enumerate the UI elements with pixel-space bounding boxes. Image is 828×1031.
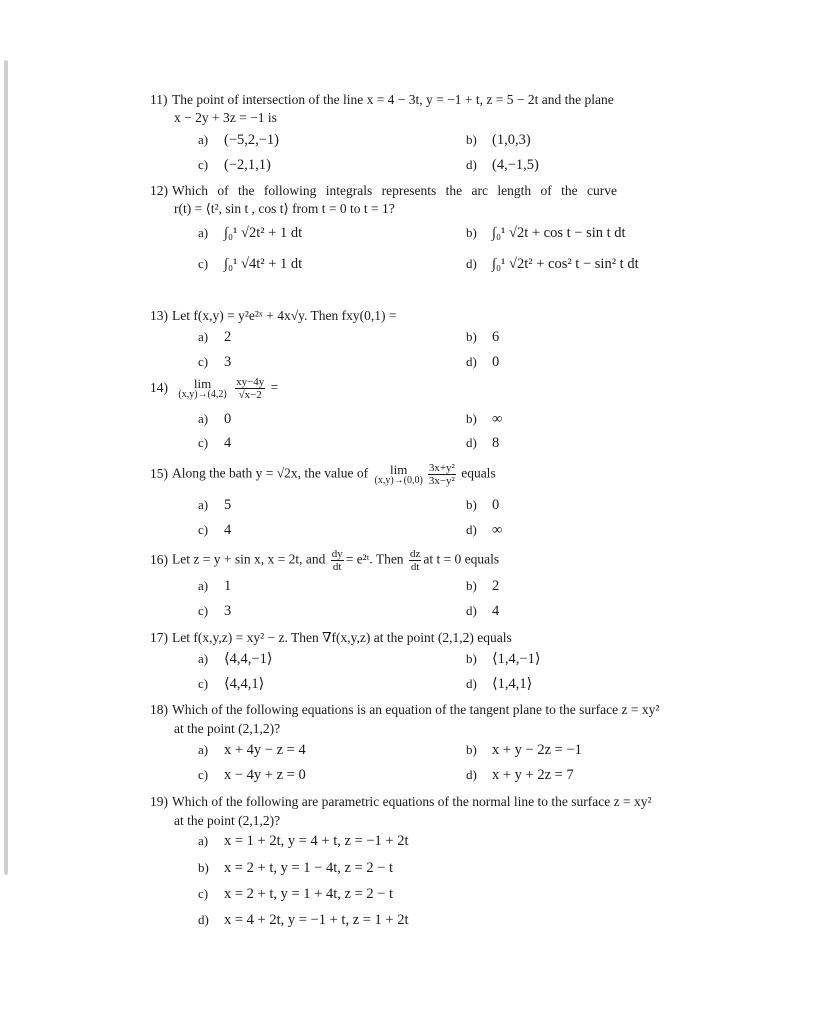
- option-d[interactable]: d) 0: [466, 354, 500, 370]
- option-d[interactable]: d) ∫₀¹ √2t² + cos² t − sin² t dt: [466, 256, 639, 272]
- question-number: 13): [150, 308, 168, 323]
- question-number: 19): [150, 794, 168, 809]
- option-a[interactable]: a) 1: [198, 578, 232, 594]
- question-18: [150, 701, 659, 718]
- option-c[interactable]: c) ⟨4,4,1⟩: [198, 676, 265, 692]
- question-16: 16) Let z = y + sin x, x = 2t, and $\frac{dy}{dt}$ = e²ᵗ. Then $\frac{dz}{dt}$ at t = 0 equals: [150, 548, 500, 573]
- option-b[interactable]: b) ⟨1,4,−1⟩: [466, 651, 541, 667]
- option-d[interactable]: d) ⟨1,4,1⟩: [466, 676, 533, 692]
- question-text: Which of the following integrals represents the arc length of the curve: [172, 183, 617, 198]
- option-d[interactable]: d) 8: [466, 435, 500, 451]
- question-number: 11): [150, 92, 168, 107]
- question-14: 14) lim (x,y)→(4,2) $\frac{xy-4y}{√x-2}$ =: [150, 375, 279, 401]
- option-b[interactable]: b) ∞: [466, 411, 503, 427]
- question-text: Let f(x,y) = y²e²ˣ + 4x√y. Then fxy(0,1) =: [172, 308, 397, 323]
- option-c[interactable]: c) x = 2 + t, y = 1 + 4t, z = 2 − t: [198, 886, 394, 902]
- option-d[interactable]: d) x = 4 + 2t, y = −1 + t, z = 1 + 2t: [198, 912, 409, 928]
- limit-operator: lim (x,y)→(4,2): [178, 375, 227, 400]
- question-text: Which of the following are parametric equations of the normal line to the surface z = xy²: [172, 794, 652, 809]
- option-a[interactable]: a) 5: [198, 497, 232, 513]
- option-b[interactable]: b) 2: [466, 578, 500, 594]
- question-number: 14): [150, 379, 168, 395]
- limit-fraction: $\frac{xy-4y}{√x-2}$: [236, 376, 265, 401]
- option-d[interactable]: d) (4,−1,5): [466, 157, 539, 173]
- option-b[interactable]: b) 0: [466, 497, 500, 513]
- option-a[interactable]: a) ∫₀¹ √2t² + 1 dt: [198, 225, 303, 241]
- question-19: [150, 793, 652, 810]
- option-a[interactable]: a) ⟨4,4,−1⟩: [198, 651, 273, 667]
- option-a[interactable]: a) (−5,2,−1): [198, 132, 280, 148]
- option-b[interactable]: b) 6: [466, 329, 500, 345]
- option-a[interactable]: a) x = 1 + 2t, y = 4 + t, z = −1 + 2t: [198, 833, 409, 849]
- question-17: [150, 629, 512, 646]
- question-number: 12): [150, 183, 168, 198]
- question-13: [150, 307, 396, 324]
- option-c[interactable]: c) 4: [198, 435, 232, 451]
- question-15: 15) Along the bath y = √2x, the value of lim (x,y)→(0,0) $\frac{\text{3x+y²}}{\text{3x−y²}}$ equals: [150, 461, 496, 487]
- question-number: 15): [150, 465, 168, 481]
- option-c[interactable]: c) 4: [198, 522, 232, 538]
- limit-fraction: $\frac{\text{3x+y²}}{\text{3x−y²}}$: [428, 462, 455, 487]
- question-number: 16): [150, 551, 168, 567]
- option-b[interactable]: b) x + y − 2z = −1: [466, 742, 582, 758]
- option-c[interactable]: c) 3: [198, 603, 232, 619]
- option-d[interactable]: d) ∞: [466, 522, 503, 538]
- option-b[interactable]: b) x = 2 + t, y = 1 − 4t, z = 2 − t: [198, 860, 394, 876]
- option-c[interactable]: c) 3: [198, 354, 232, 370]
- option-b[interactable]: b) (1,0,3): [466, 132, 531, 148]
- option-c[interactable]: c) ∫₀¹ √4t² + 1 dt: [198, 256, 303, 272]
- question-text: Let f(x,y,z) = xy² − z. Then ∇f(x,y,z) at the point (2,1,2) equals: [172, 630, 512, 645]
- option-a[interactable]: a) 2: [198, 329, 232, 345]
- limit-operator: lim (x,y)→(0,0): [374, 461, 423, 486]
- option-b[interactable]: b) ∫₀¹ √2t + cos t − sin t dt: [466, 225, 626, 241]
- derivative-dz-dt: $\frac{dz}{dt}$: [409, 548, 421, 573]
- option-c[interactable]: c) x − 4y + z = 0: [198, 767, 306, 783]
- question-text-cont: r(t) = ⟨t², sin t , cos t⟩ from t = 0 to t = 1?: [174, 201, 395, 216]
- option-d[interactable]: d) x + y + 2z = 7: [466, 767, 574, 783]
- option-c[interactable]: c) (−2,1,1): [198, 157, 271, 173]
- option-a[interactable]: a) x + 4y − z = 4: [198, 742, 306, 758]
- option-d[interactable]: d) 4: [466, 603, 500, 619]
- question-11: [150, 91, 614, 108]
- question-text: Which of the following equations is an equation of the tangent plane to the surface z = xy²: [172, 702, 660, 717]
- question-text: The point of intersection of the line x = 4 − 3t, y = −1 + t, z = 5 − 2t and the plane: [172, 92, 614, 107]
- question-text-cont: x − 2y + 3z = −1 is: [174, 110, 277, 125]
- question-number: 18): [150, 702, 168, 717]
- derivative-dy-dt: $\frac{dy}{dt}$: [331, 548, 343, 573]
- question-text-cont: at the point (2,1,2)?: [174, 721, 281, 736]
- question-text-cont: at the point (2,1,2)?: [174, 813, 281, 828]
- question-number: 17): [150, 630, 168, 645]
- option-a[interactable]: a) 0: [198, 411, 232, 427]
- question-12: [150, 182, 617, 199]
